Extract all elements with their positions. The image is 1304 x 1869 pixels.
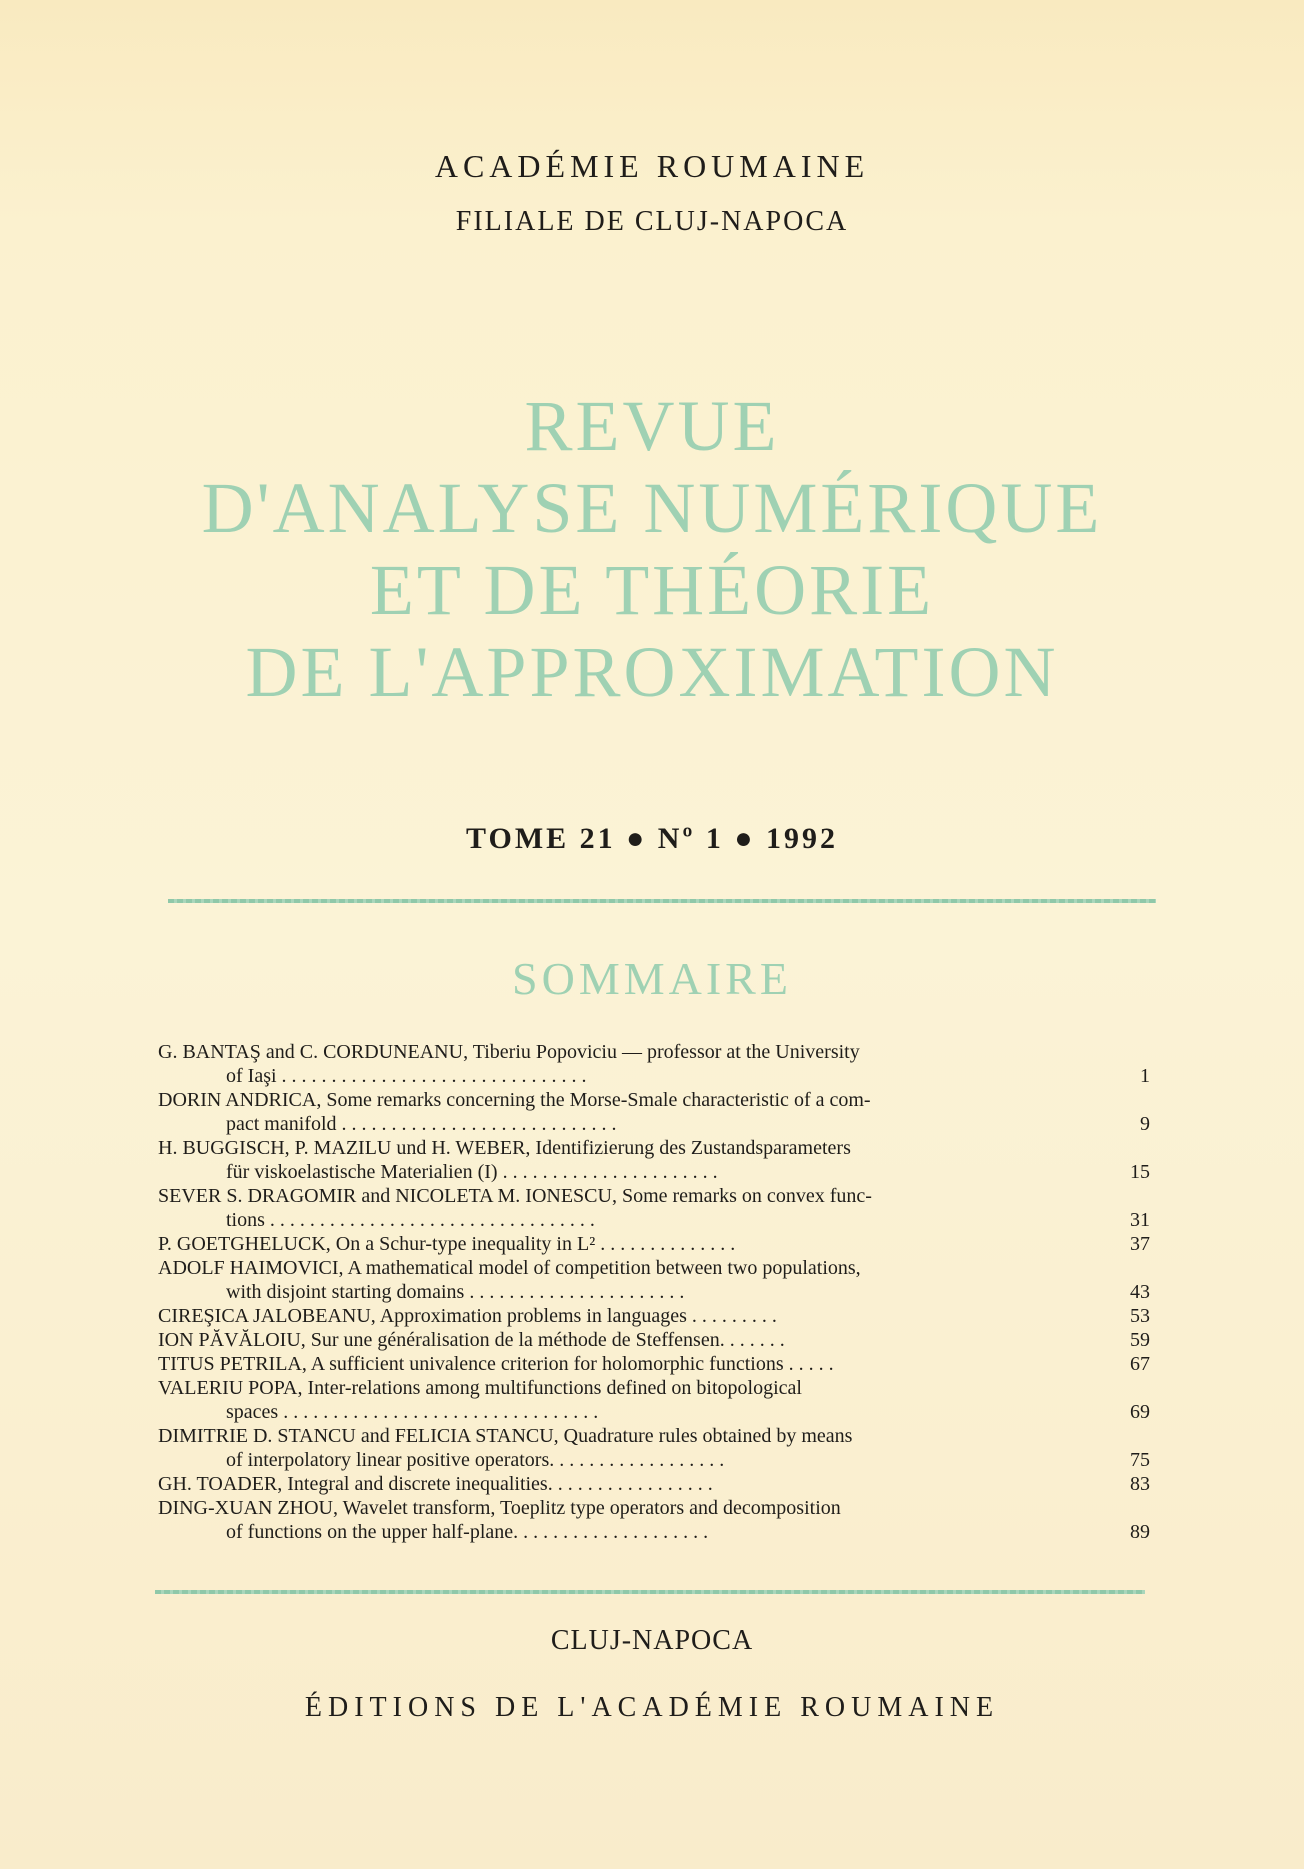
- bottom-divider: [155, 1590, 1145, 1594]
- toc-entry: [158, 1184, 1154, 1232]
- journal-title: [0, 385, 1304, 713]
- top-divider: [168, 899, 1156, 903]
- toc-entry-continuation: spaces . . . . . . . . . . . . . . . . . . . . . . . . . . . . . . . .: [226, 1401, 599, 1423]
- toc-entry: [158, 1136, 1154, 1184]
- journal-title-line-3: ET DE THÉORIE: [369, 550, 935, 630]
- issue-info: TOME 21 ● Nº 1 ● 1992: [466, 822, 838, 855]
- toc-entry: [158, 1232, 1154, 1256]
- summary-title: SOMMAIRE: [512, 953, 792, 1004]
- toc-entry-title: ADOLF HAIMOVICI, A mathematical model of competition between two populations,: [158, 1257, 861, 1279]
- toc-entry: [158, 1328, 1154, 1352]
- toc-entry-title: GH. TOADER, Integral and discrete inequalities. . . . . . . . . . . . . . . . .: [158, 1473, 713, 1495]
- toc-entry-page: 43: [1130, 1281, 1150, 1303]
- toc-entry: [158, 1424, 1154, 1472]
- toc-entry: [158, 1256, 1154, 1304]
- journal-title-line-4: DE L'APPROXIMATION: [245, 632, 1059, 712]
- toc-entry-title: DING-XUAN ZHOU, Wavelet transform, Toeplitz type operators and decomposition: [158, 1497, 841, 1519]
- table-of-contents: [158, 1040, 1154, 1544]
- toc-entry-page: 9: [1140, 1113, 1150, 1135]
- toc-entry-title: DIMITRIE D. STANCU and FELICIA STANCU, Quadrature rules obtained by means: [158, 1425, 853, 1447]
- toc-entry-page: 31: [1130, 1209, 1150, 1231]
- publisher-city: CLUJ-NAPOCA: [550, 1625, 754, 1656]
- toc-entry: [158, 1040, 1154, 1088]
- toc-entry: [158, 1496, 1154, 1544]
- toc-entry-page: 1: [1140, 1065, 1150, 1087]
- academy-name: ACADÉMIE ROUMAINE: [434, 148, 870, 184]
- toc-entry-continuation: für viskoelastische Materialien (I) . . . . . . . . . . . . . . . . . . . . . .: [226, 1161, 718, 1183]
- toc-entry-title: VALERIU POPA, Inter-relations among multifunctions defined on bitopological: [158, 1377, 802, 1399]
- toc-entry-title: P. GOETGHELUCK, On a Schur-type inequality in L² . . . . . . . . . . . . . .: [158, 1233, 736, 1255]
- toc-entry-page: 69: [1130, 1401, 1150, 1423]
- toc-entry-title: ION PĂVĂLOIU, Sur une généralisation de la méthode de Steffensen. . . . . . .: [158, 1329, 785, 1351]
- toc-entry-title: SEVER S. DRAGOMIR and NICOLETA M. IONESCU, Some remarks on convex func-: [158, 1185, 872, 1207]
- toc-entry-continuation: with disjoint starting domains . . . . . . . . . . . . . . . . . . . . . .: [226, 1281, 685, 1303]
- toc-entry-title: G. BANTAŞ and C. CORDUNEANU, Tiberiu Popoviciu — professor at the University: [158, 1041, 860, 1063]
- journal-title-line-2: D'ANALYSE NUMÉRIQUE: [201, 468, 1103, 548]
- toc-entry-title: CIREŞICA JALOBEANU, Approximation problems in languages . . . . . . . . .: [158, 1305, 777, 1327]
- publisher-name: ÉDITIONS DE L'ACADÉMIE ROUMAINE: [304, 1692, 1000, 1723]
- branch-name: FILIALE DE CLUJ-NAPOCA: [455, 206, 849, 237]
- toc-entry-page: 83: [1130, 1473, 1150, 1495]
- toc-entry: [158, 1376, 1154, 1424]
- toc-entry: [158, 1472, 1154, 1496]
- toc-entry-continuation: pact manifold . . . . . . . . . . . . . . . . . . . . . . . . . . . .: [226, 1113, 617, 1135]
- toc-entry-page: 89: [1130, 1521, 1150, 1543]
- toc-entry: [158, 1088, 1154, 1136]
- toc-entry-continuation: tions . . . . . . . . . . . . . . . . . . . . . . . . . . . . . . . . .: [226, 1209, 595, 1231]
- toc-entry-continuation: of Iaşi . . . . . . . . . . . . . . . . . . . . . . . . . . . . . . .: [226, 1065, 587, 1087]
- toc-entry-page: 37: [1130, 1233, 1150, 1255]
- toc-entry: [158, 1352, 1154, 1376]
- toc-entry-page: 75: [1130, 1449, 1150, 1471]
- journal-title-line-1: REVUE: [524, 386, 780, 466]
- toc-entry-title: H. BUGGISCH, P. MAZILU und H. WEBER, Identifizierung des Zustandsparameters: [158, 1137, 851, 1159]
- toc-entry-page: 59: [1130, 1329, 1150, 1351]
- toc-entry-title: DORIN ANDRICA, Some remarks concerning the Morse-Smale characteristic of a com-: [158, 1089, 871, 1111]
- toc-entry-continuation: of interpolatory linear positive operators. . . . . . . . . . . . . . . . . .: [226, 1449, 725, 1471]
- toc-entry-title: TITUS PETRILA, A sufficient univalence criterion for holomorphic functions . . . . .: [158, 1353, 834, 1375]
- toc-entry-page: 53: [1130, 1305, 1150, 1327]
- toc-entry-continuation: of functions on the upper half-plane. . . . . . . . . . . . . . . . . . . .: [226, 1521, 709, 1543]
- toc-entry: [158, 1304, 1154, 1328]
- toc-entry-page: 15: [1130, 1161, 1150, 1183]
- toc-entry-page: 67: [1130, 1353, 1150, 1375]
